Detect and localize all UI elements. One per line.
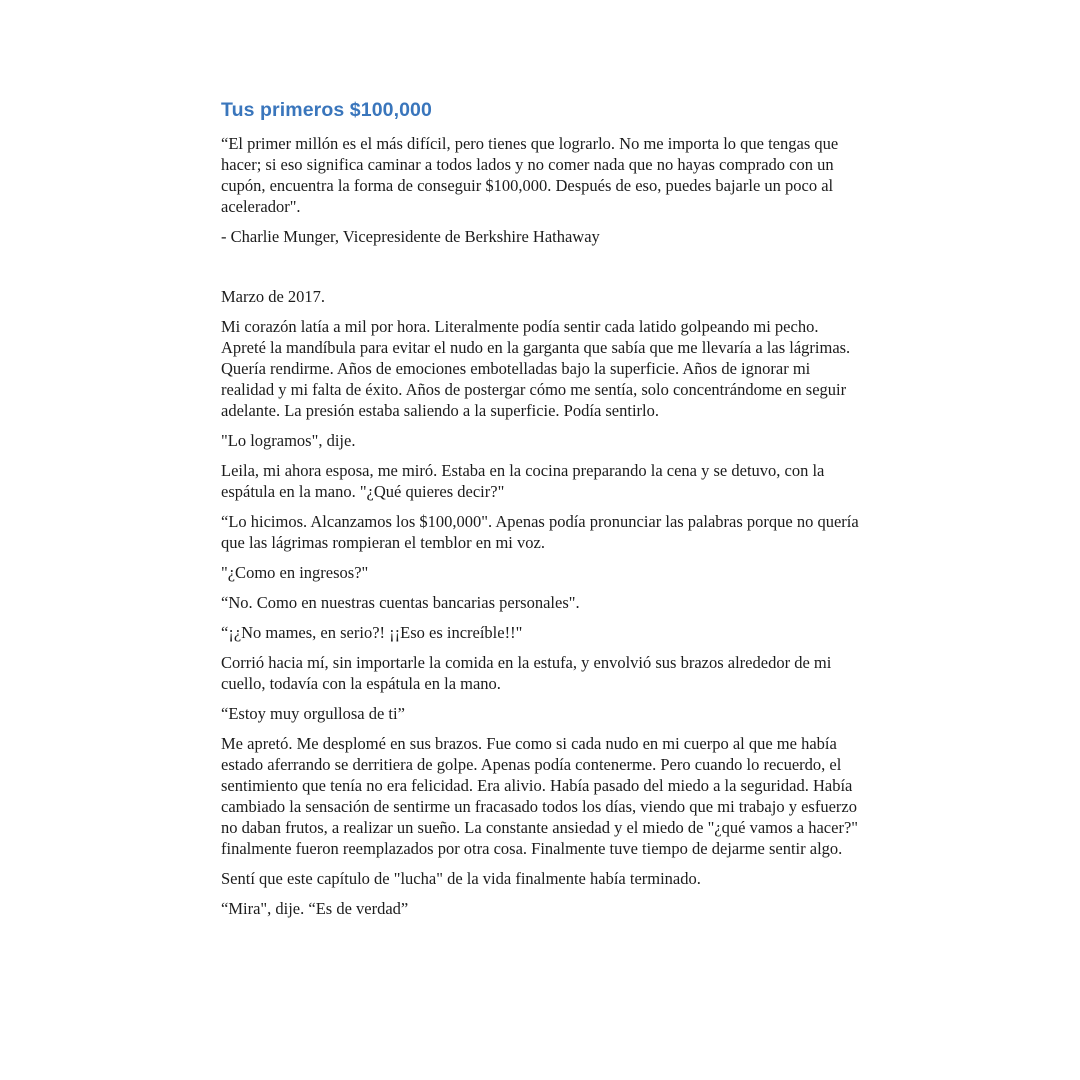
paragraph-dialogue: “Mira", dije. “Es de verdad” <box>221 899 409 918</box>
paragraph: Mi corazón latía a mil por hora. Literalmente podía sentir cada latido golpeando mi pecho. Apreté la mandíbula para evitar el nudo en la garganta que sabía que me llevaría a las lágrimas. Quería rendirme. Años de emociones embotelladas bajo la superficie. Años de ignorar mi realidad y mi falta de éxito. Años de postergar cómo me sentía, solo concentrándome en seguir adelante. La presión estaba saliendo a la superficie. Podía sentirlo. <box>221 317 851 420</box>
paragraph-dialogue: "¿Como en ingresos?" <box>221 563 369 582</box>
paragraph-dialogue: “Estoy muy orgullosa de ti” <box>221 704 405 723</box>
paragraph: Corrió hacia mí, sin importarle la comida en la estufa, y envolvió sus brazos alrededor de mi cuello, todavía con la espátula en la mano. <box>221 653 832 693</box>
paragraph-dialogue: “No. Como en nuestras cuentas bancarias personales". <box>221 593 580 612</box>
paragraph: Sentí que este capítulo de "lucha" de la vida finalmente había terminado. <box>221 869 701 888</box>
paragraph-attribution: - Charlie Munger, Vicepresidente de Berkshire Hathaway <box>221 227 600 246</box>
paragraph: Me apretó. Me desplomé en sus brazos. Fue como si cada nudo en mi cuerpo al que me había estado aferrando se derritiera de golpe. Apenas podía contenerme. Pero cuando lo recuerdo, el sentimiento que tenía no era felicidad. Era alivio. Había pasado del miedo a la seguridad. Había cambiado la sensación de sentirme un fracasado todos los días, viendo que mi trabajo y esfuerzo no daban frutos, a realizar un sueño. La constante ansiedad y el miedo de "¿qué vamos a hacer?" finalmente fueron reemplazados por otra cosa. Finalmente tuve tiempo de dejarme sentir algo. <box>221 734 859 858</box>
page-title: Tus primeros $100,000 <box>221 99 432 121</box>
paragraph-dialogue: “¡¿No mames, en serio?! ¡¡Eso es increíble!!" <box>221 623 523 642</box>
paragraph-date: Marzo de 2017. <box>221 287 326 306</box>
paragraph: Leila, mi ahora esposa, me miró. Estaba en la cocina preparando la cena y se detuvo, con la espátula en la mano. "¿Qué quieres decir?" <box>221 461 825 501</box>
paragraph-quote: “El primer millón es el más difícil, pero tienes que lograrlo. No me importa lo que tengas que hacer; si eso significa caminar a todos lados y no comer nada que no hayas comprado con un cupón, encuentra la forma de conseguir $100,000. Después de eso, puedes bajarle un poco al acelerador". <box>221 134 839 216</box>
document-page <box>221 98 861 928</box>
paragraph-dialogue: “Lo hicimos. Alcanzamos los $100,000". Apenas podía pronunciar las palabras porque no quería que las lágrimas rompieran el temblor en mi voz. <box>221 512 859 552</box>
paragraph-dialogue: "Lo logramos", dije. <box>221 431 356 450</box>
paragraph-blank <box>221 256 861 277</box>
